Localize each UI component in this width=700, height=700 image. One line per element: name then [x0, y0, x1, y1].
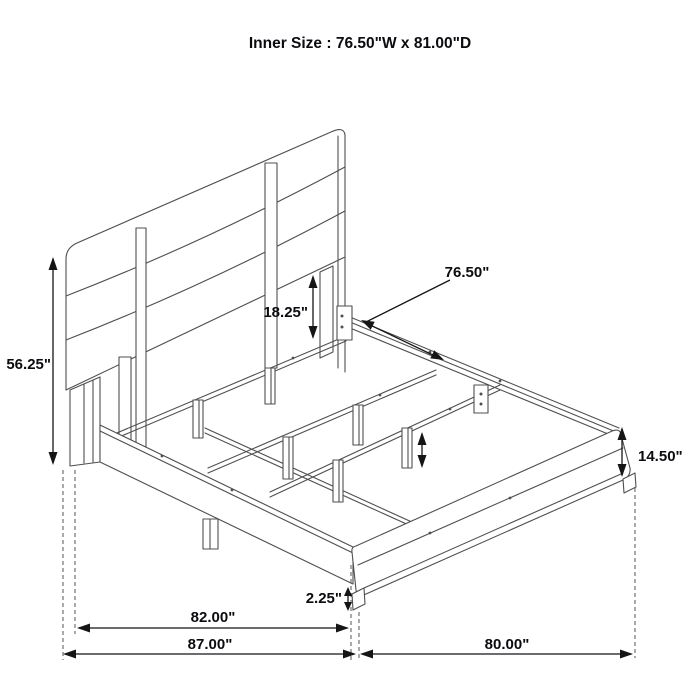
dim-footboard-leg	[306, 587, 352, 611]
headboard-left-leg	[70, 377, 100, 466]
dim-inner-width	[361, 264, 489, 360]
rail-bracket	[474, 385, 488, 413]
dim-inner-length	[77, 609, 349, 633]
slat-height-indicator-arrow	[418, 432, 427, 468]
inner-size-title: Inner Size : 76.50"W x 81.00"D	[248, 35, 472, 52]
dim-inner-length-label: 82.00"	[190, 609, 236, 626]
dim-headboard-height	[6, 257, 57, 465]
dim-overall-width	[360, 636, 633, 659]
footboard	[352, 430, 636, 610]
headboard	[66, 130, 345, 466]
headboard-strut-right	[265, 163, 277, 368]
dim-overall-length-label: 87.00"	[187, 636, 233, 653]
dim-headboard-height-label: 56.25"	[6, 356, 51, 373]
rail-bracket	[337, 306, 352, 340]
dim-rail-clearance-label: 18.25"	[263, 304, 308, 321]
headboard-strut-left	[136, 228, 146, 462]
dim-inner-width-label: 76.50"	[444, 264, 490, 281]
dim-footboard-height-label: 14.50"	[638, 448, 683, 465]
dim-overall-length	[63, 636, 356, 659]
footboard-near-leg	[352, 588, 365, 610]
dim-footboard-leg-label: 2.25"	[305, 590, 342, 607]
dim-overall-width-label: 80.00"	[484, 636, 530, 653]
side-rail	[100, 425, 353, 584]
